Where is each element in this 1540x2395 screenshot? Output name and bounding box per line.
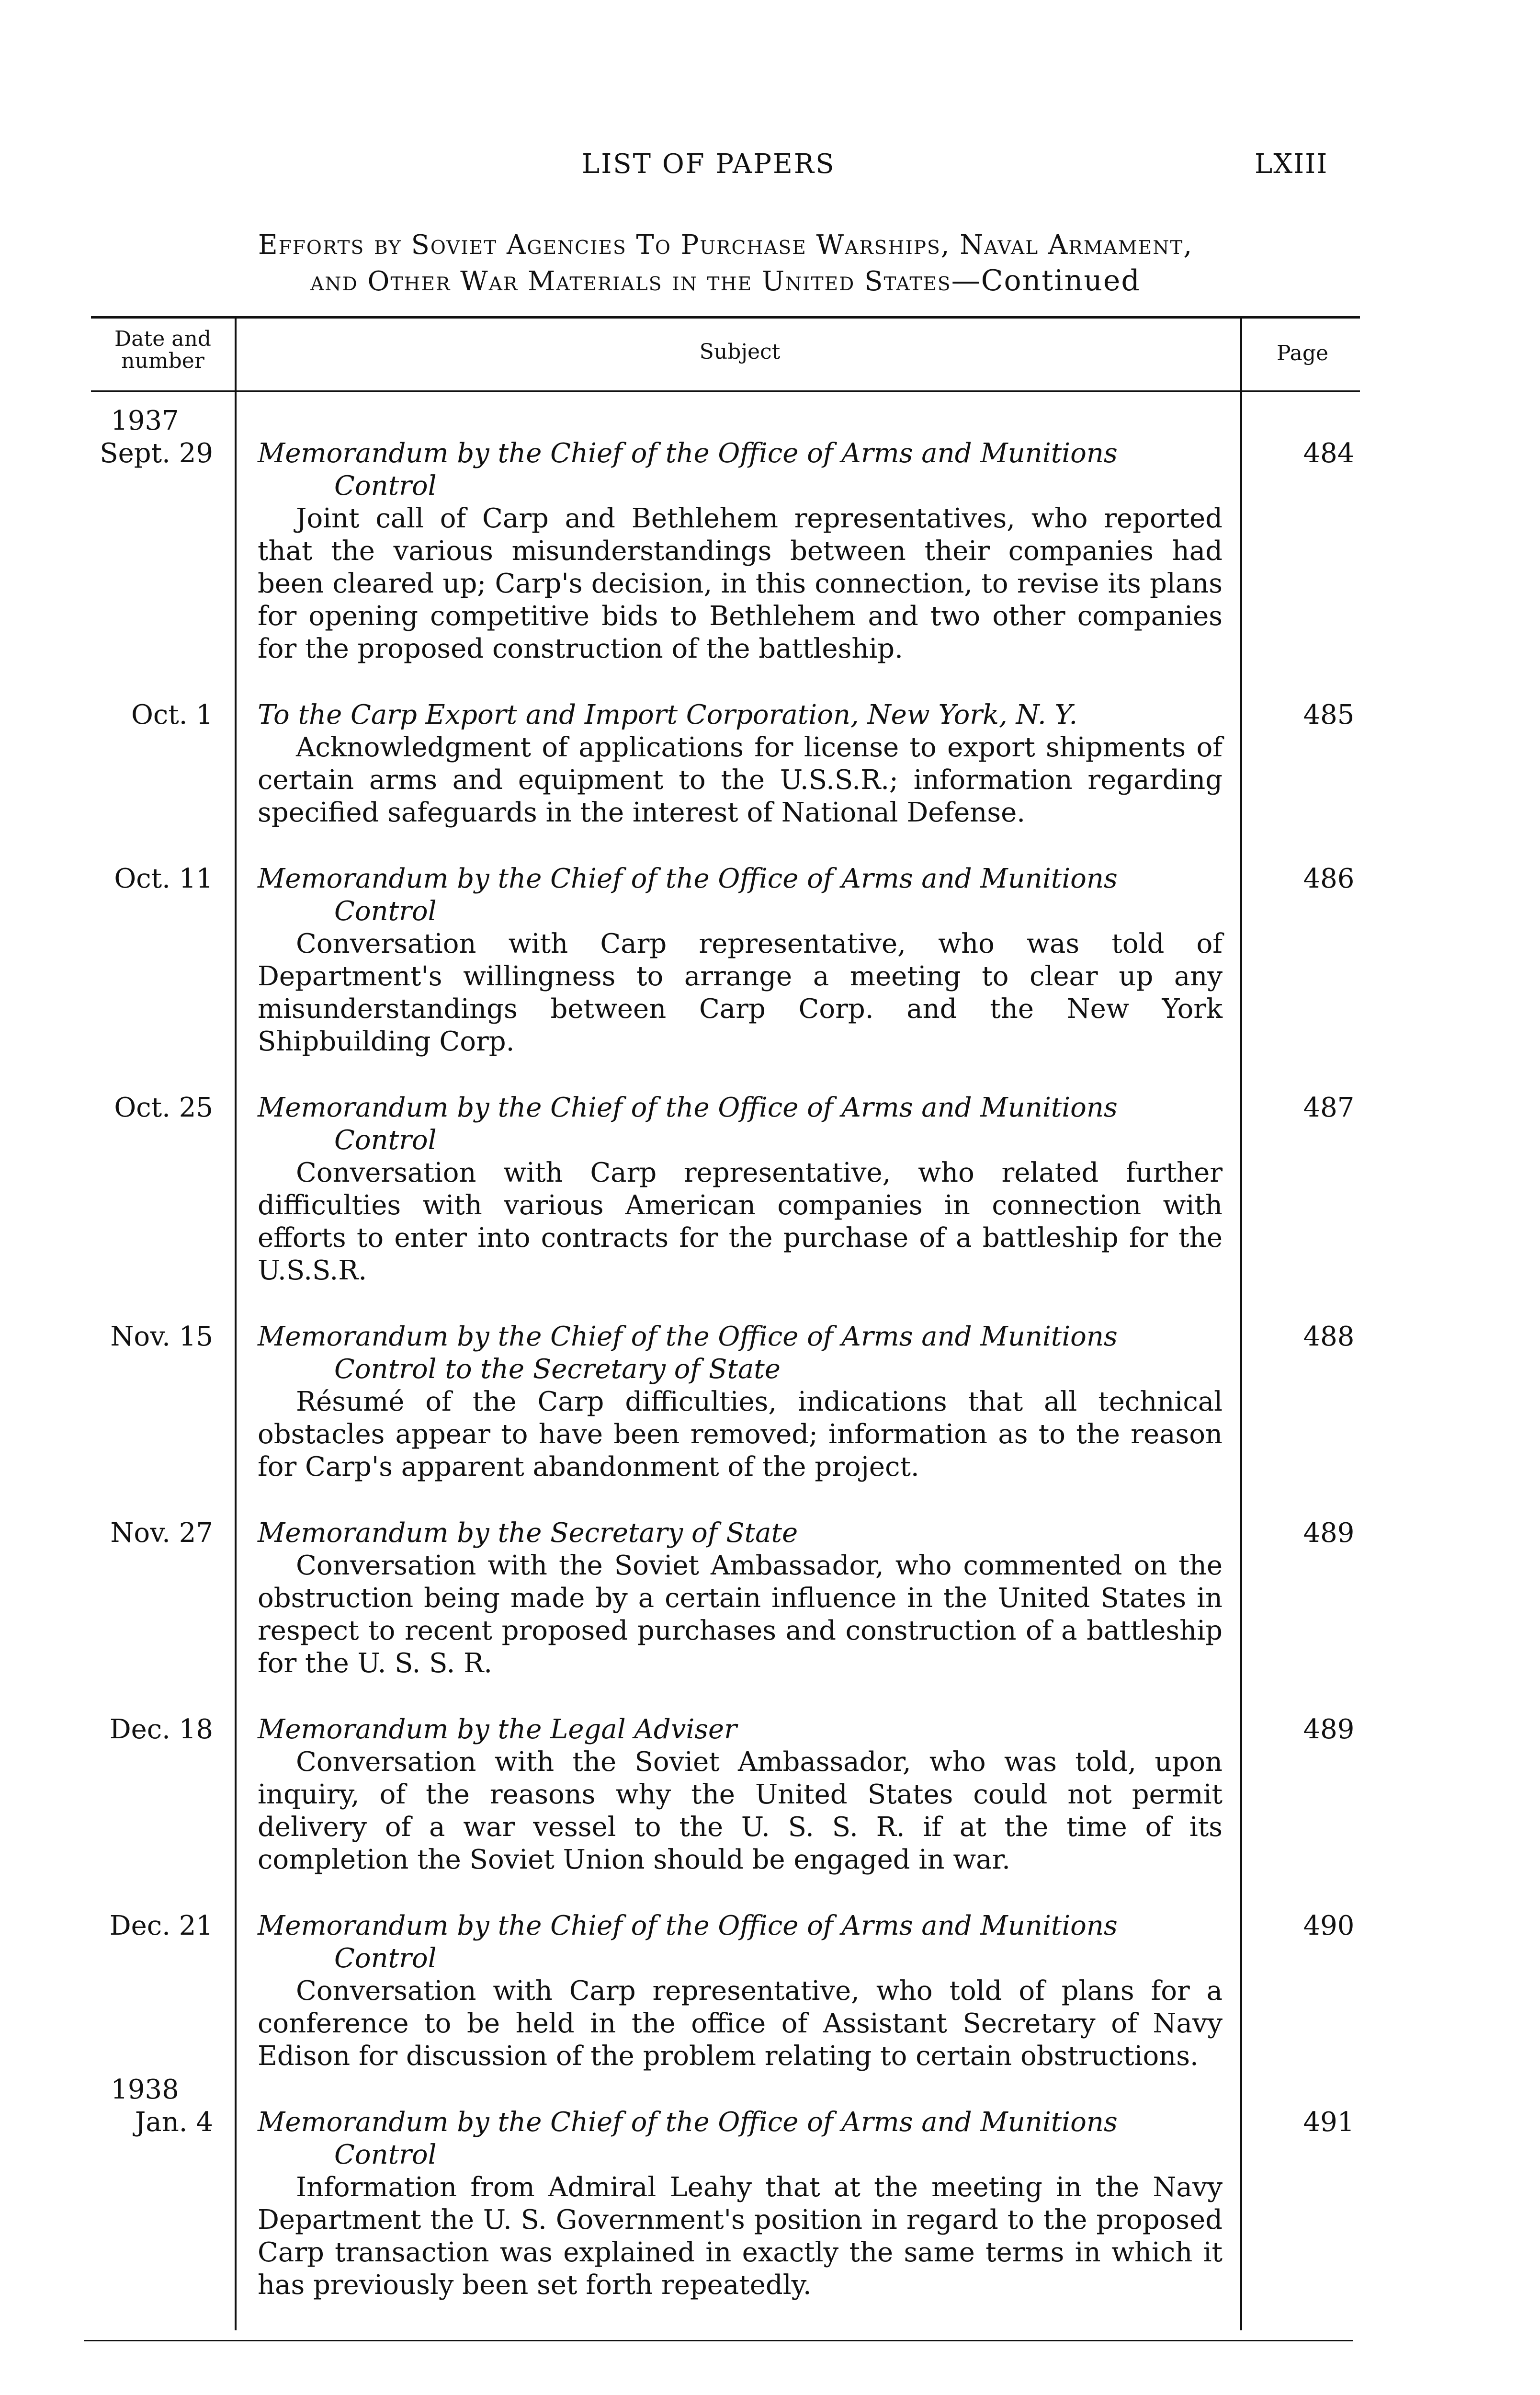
entry-description: Joint call of Carp and Bethlehem representatives, who reported that the various misunderstandings between their companies had been cleared up; Carp's decision, in this connection, to revise its plans for opening competitive bids to Bethlehem and two other companies for the proposed construction of the battleship. (258, 503, 1223, 664)
entry-1 (0, 405, 1540, 665)
entry-6 (0, 1517, 1540, 1680)
entry-subject (258, 1713, 1223, 1876)
entry-title-cont (258, 2139, 1223, 2171)
entry-date-text: Jan. 4 (135, 2107, 213, 2138)
entry-title-cont-text: Control (334, 1125, 437, 1156)
entry-date: Dec. 21 (109, 1910, 213, 1941)
entry-title: Memorandum by the Legal Adviser (258, 1714, 737, 1745)
table-top-rule (91, 316, 1360, 319)
entry-title-cont-text: Control (334, 1943, 437, 1974)
entry-subject (258, 1092, 1223, 1287)
entry-subject (258, 863, 1223, 1058)
column-head-subject: Subject (699, 340, 781, 364)
entry-subject (258, 699, 1223, 829)
entry-title-cont-text: Control (334, 896, 437, 927)
column-head-page: Page (1276, 341, 1329, 365)
entry-page: 485 (1303, 699, 1355, 730)
entry-date: Nov. 27 (110, 1517, 213, 1549)
entry-page: 487 (1303, 1092, 1355, 1123)
entry-5 (0, 1321, 1540, 1483)
page-number: LXIII (1255, 148, 1328, 180)
section-title (91, 228, 1360, 299)
entry-title-cont-text: Control to the Secretary of State (334, 1354, 781, 1385)
entry-year: 1938 (111, 2074, 179, 2105)
entry-date: Oct. 25 (114, 1092, 213, 1123)
entry-title: To the Carp Export and Import Corporation, New York, N. Y. (258, 699, 1078, 730)
entry-title: Memorandum by the Chief of the Office of Arms and Munitions (258, 1910, 1118, 1941)
entry-title-cont (258, 1353, 1223, 1386)
entry-7 (0, 1713, 1540, 1876)
entry-description: Conversation with Carp representative, who told of plans for a conference to be held in the office of Assistant Secretary of Navy Edison for discussion of the problem relating to certain obstructions. (258, 1975, 1223, 2072)
column-head-date: Date and number (114, 327, 211, 373)
table-bottom-rule (84, 2340, 1353, 2341)
entry-title-cont (258, 895, 1223, 928)
entry-title: Memorandum by the Chief of the Office of Arms and Munitions (258, 438, 1118, 469)
entry-page: 488 (1303, 1321, 1355, 1352)
section-title-line1: Efforts by Soviet Agencies To Purchase Warships, Naval Armament, (258, 229, 1193, 261)
entry-date (77, 405, 213, 470)
entry-description: Conversation with Carp representative, who related further difficulties with various American companies in connection with efforts to enter into contracts for the purchase of a battleship for the U.S.S.R. (258, 1157, 1223, 1286)
entry-description: Conversation with the Soviet Ambassador, who was told, upon inquiry, of the reasons why the United States could not permit delivery of a war vessel to the U. S. S. R. if at the time of its completion the Soviet Union should be engaged in war. (258, 1746, 1223, 1875)
entry-page: 491 (1303, 2107, 1355, 2138)
entry-title: Memorandum by the Chief of the Office of Arms and Munitions (258, 2107, 1118, 2138)
entry-date-text: Sept. 29 (100, 438, 213, 469)
entry-4 (0, 1092, 1540, 1287)
entries-list (0, 405, 1540, 2302)
entry-2 (0, 699, 1540, 829)
entry-page: 484 (1303, 438, 1355, 469)
entry-8 (0, 1910, 1540, 2073)
entry-page: 486 (1303, 863, 1355, 894)
entry-description: Information from Admiral Leahy that at the meeting in the Navy Department the U. S. Government's position in regard to the proposed Carp transaction was explained in exactly the same terms in which it has previously been set forth repeatedly. (258, 2172, 1223, 2301)
running-title: LIST OF PAPERS (582, 148, 836, 180)
entry-9 (0, 2074, 1540, 2302)
entry-date (77, 2074, 213, 2139)
entry-3 (0, 863, 1540, 1058)
entry-title-cont-text: Control (334, 470, 437, 502)
entry-title-cont (258, 470, 1223, 502)
section-title-line2 (91, 263, 1360, 299)
entry-subject (258, 2106, 1223, 2302)
entry-page: 489 (1303, 1714, 1355, 1745)
entry-title-cont-text: Control (334, 2139, 437, 2170)
entry-title: Memorandum by the Chief of the Office of Arms and Munitions (258, 1092, 1118, 1123)
entry-date: Oct. 11 (114, 863, 213, 894)
entry-title: Memorandum by the Chief of the Office of Arms and Munitions (258, 1321, 1118, 1352)
entry-date: Dec. 18 (109, 1714, 213, 1745)
section-continued: —Continued (951, 264, 1141, 297)
table-header-rule (91, 390, 1360, 392)
entry-date: Oct. 1 (131, 699, 213, 730)
entry-year: 1937 (111, 405, 179, 436)
entry-date: Nov. 15 (110, 1321, 213, 1352)
entry-description: Conversation with the Soviet Ambassador, who commented on the obstruction being made by a certain influence in the United States in respect to recent proposed purchases and construction of a battleship for the U. S. S. R. (258, 1550, 1223, 1679)
entry-title-cont (258, 1124, 1223, 1157)
entry-subject (258, 1910, 1223, 2073)
entry-description: Résumé of the Carp difficulties, indications that all technical obstacles appear to have been removed; information as to the reason for Carp's apparent abandonment of the project. (258, 1386, 1223, 1483)
entry-title: Memorandum by the Secretary of State (258, 1517, 798, 1549)
entry-title-cont (258, 1942, 1223, 1975)
entry-subject (258, 1517, 1223, 1680)
entry-page: 490 (1303, 1910, 1355, 1941)
entry-page: 489 (1303, 1517, 1355, 1549)
running-head (0, 148, 1540, 187)
entry-subject (258, 1321, 1223, 1483)
entry-description: Acknowledgment of applications for license to export shipments of certain arms and equipment to the U.S.S.R.; information regarding specified safeguards in the interest of National Defense. (258, 732, 1223, 828)
section-title-line2-text: and Other War Materials in the United States (310, 266, 951, 297)
entry-description: Conversation with Carp representative, who was told of Department's willingness to arrange a meeting to clear up any misunderstandings between Carp Corp. and the New York Shipbuilding Corp. (258, 928, 1223, 1057)
entry-subject (258, 405, 1223, 665)
entry-title: Memorandum by the Chief of the Office of Arms and Munitions (258, 863, 1118, 894)
